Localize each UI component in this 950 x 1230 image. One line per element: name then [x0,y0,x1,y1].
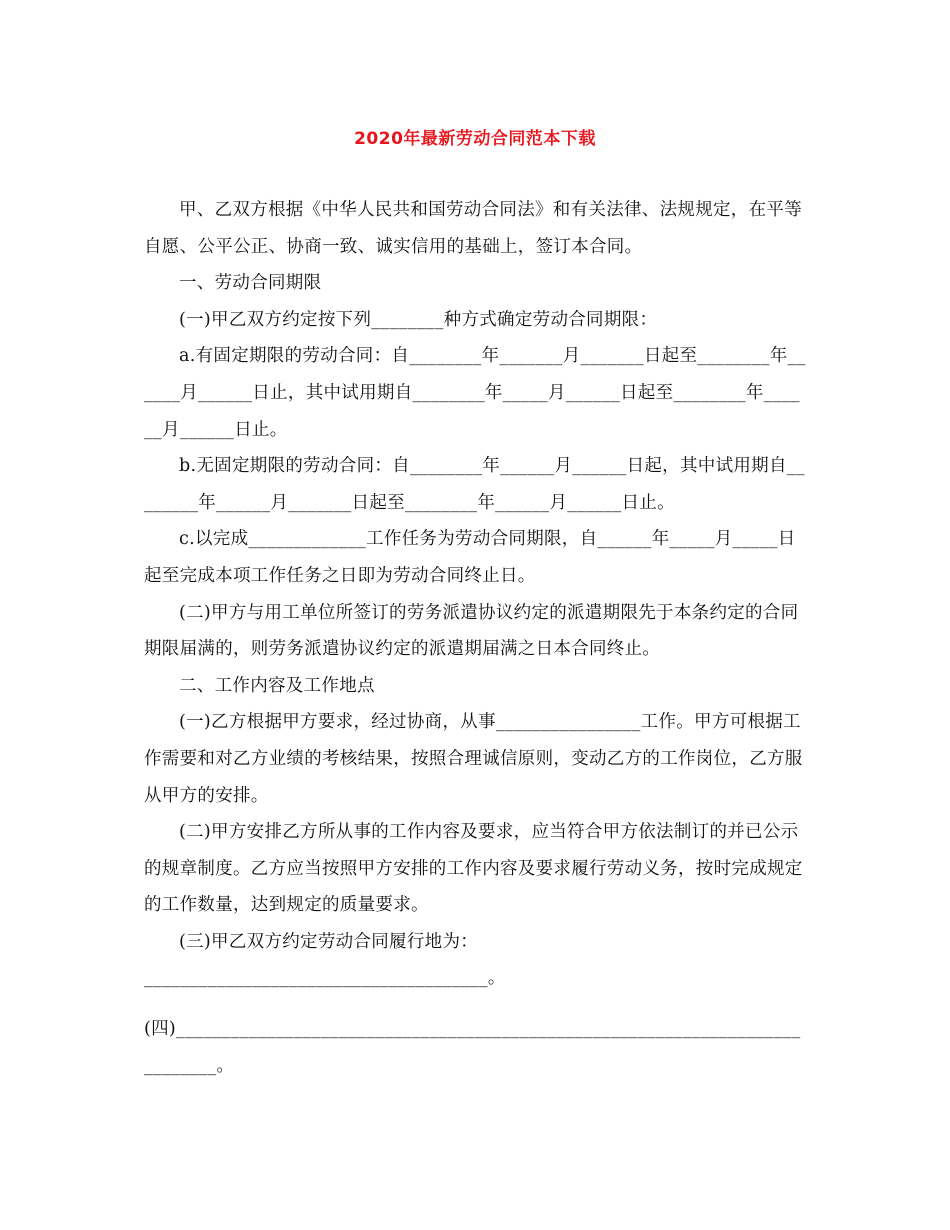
clause-task-term: c.以完成_____________工作任务为劳动合同期限，自______年_____月_____日起至完成本项工作任务之日即为劳动合同终止日。 [144,529,796,586]
clause-work-requirements: (二)甲方安排乙方所从事的工作内容及要求，应当符合甲方依法制订的并已公示的规章制度。乙方应当按照甲方安排的工作内容及要求履行劳动义务，按时完成规定的工作数量，达到规定的质量要求。 [144,822,803,916]
section-heading-term: 一、劳动合同期限 [179,273,322,294]
clause-term-method: (一)甲乙双方约定按下列________种方式确定劳动合同期限： [179,309,658,330]
document-body [144,192,806,1084]
document-title: 2020年最新劳动合同范本下载 [354,129,596,149]
work-location-blank: ______________________________________。 [144,968,506,989]
clause-work-content: (一)乙方根据甲方要求，经过协商，从事________________工作。甲方可根据工作需要和对乙方业绩的考核结果，按照合理诚信原则，变动乙方的工作岗位，乙方服从甲方的安排。 [144,712,803,806]
clause-four-blank: (四)_____________________________________________________________________________。 [144,1019,801,1076]
clause-work-location: (三)甲乙双方约定劳动合同履行地为： [179,931,479,952]
section-heading-work: 二、工作内容及工作地点 [179,675,375,696]
preamble-paragraph: 甲、乙双方根据《中华人民共和国劳动合同法》和有关法律、法规规定，在平等自愿、公平公正、协商一致、诚实信用的基础上，签订本合同。 [144,200,802,257]
clause-dispatch-expiry: (二)甲方与用工单位所签订的劳务派遣协议约定的派遣期限先于本条约定的合同期限届满的，则劳务派遣协议约定的派遣期届满之日本合同终止。 [144,602,799,660]
clause-fixed-term: a.有固定期限的劳动合同：自________年_______月_______日起至________年______月______日止，其中试用期自________年_____月______日起至________年______月______日止。 [144,346,806,440]
spacer [144,997,806,1011]
clause-open-term: b.无固定期限的劳动合同：自________年______月______日起，其中试用期自________年______月_______日起至________年______月______日止。 [144,456,805,513]
